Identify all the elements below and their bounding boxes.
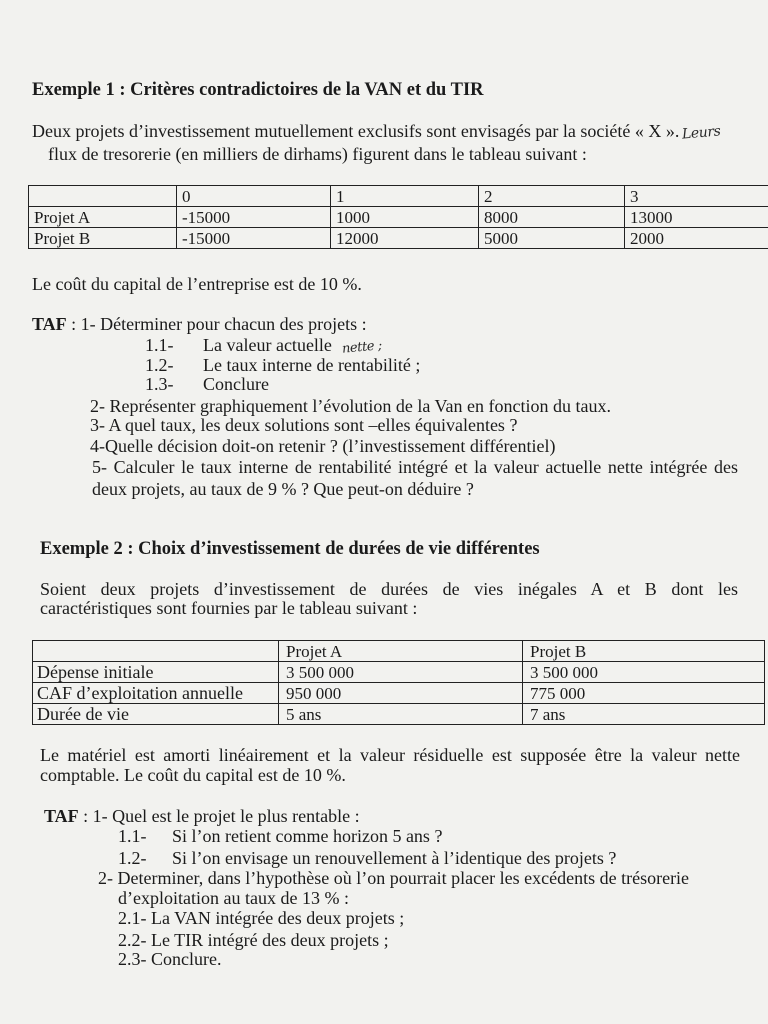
taf-label: TAF bbox=[44, 806, 79, 826]
example2-intro-line: Soient deux projets d’investissement de durées de vies inégales A et B dont les bbox=[40, 579, 738, 599]
taf-subitem bbox=[118, 848, 616, 868]
example1-taf bbox=[32, 314, 367, 334]
taf-lead: : 1- Déterminer pour chacun des projets : bbox=[71, 314, 367, 334]
table-cell: 7 ans bbox=[523, 704, 765, 725]
table-cell: 2000 bbox=[625, 228, 768, 249]
table-cell: 3 500 000 bbox=[523, 662, 765, 683]
table-cell: -15000 bbox=[177, 228, 331, 249]
table-header-cell: 3 bbox=[625, 186, 768, 207]
subitem-text: Si l’on envisage un renouvellement à l’identique des projets ? bbox=[172, 848, 617, 868]
table-cell: 12000 bbox=[331, 228, 479, 249]
taf-item-continuation: deux projets, au taux de 9 % ? Que peut-on déduire ? bbox=[92, 479, 474, 499]
table-header-cell: Projet B bbox=[523, 641, 765, 662]
table-cell: -15000 bbox=[177, 207, 331, 228]
table-row bbox=[29, 207, 768, 228]
table-row bbox=[33, 683, 765, 704]
table-row-label: CAF d’exploitation annuelle bbox=[33, 683, 279, 704]
taf-item-continuation: d’exploitation au taux de 13 % : bbox=[118, 888, 349, 908]
table-row bbox=[33, 704, 765, 725]
table-corner-cell bbox=[29, 186, 177, 207]
taf-subitem: 2.3- Conclure. bbox=[118, 949, 222, 969]
example1-intro-text: Deux projets d’investissement mutuellement exclusifs sont envisagés par la société « X ». bbox=[32, 121, 680, 141]
subitem-number: 1.1- bbox=[118, 826, 147, 846]
example1-title: Exemple 1 : Critères contradictoires de la VAN et du TIR bbox=[32, 80, 484, 100]
subitem-number: 1.3- bbox=[145, 374, 174, 394]
example2-note-line: comptable. Le coût du capital est de 10 %. bbox=[40, 765, 346, 785]
table-cell: 950 000 bbox=[279, 683, 523, 704]
taf-item: 5- Calculer le taux interne de rentabilité intégré et la valeur actuelle nette intégrée des bbox=[92, 457, 738, 477]
subitem-text: Conclure bbox=[203, 374, 269, 394]
taf-subitem bbox=[145, 335, 382, 355]
example1-intro-line bbox=[32, 121, 721, 141]
subitem-number: 1.1- bbox=[145, 335, 174, 355]
projects-table bbox=[32, 640, 765, 725]
example2-title: Exemple 2 : Choix d’investissement de durées de vie différentes bbox=[40, 539, 540, 559]
subitem-text: La valeur actuelle bbox=[203, 335, 332, 355]
taf-item: 2- Determiner, dans l’hypothèse où l’on pourrait placer les excédents de trésorerie bbox=[98, 868, 690, 888]
capital-cost-text: Le coût du capital de l’entreprise est de 10 %. bbox=[32, 274, 362, 294]
table-header-cell: 0 bbox=[177, 186, 331, 207]
taf-item: 3- A quel taux, les deux solutions sont –elles équivalentes ? bbox=[90, 415, 518, 435]
table-row-label: Dépense initiale bbox=[33, 662, 279, 683]
table-row-label: Projet B bbox=[29, 228, 177, 249]
taf-subitem: 2.1- La VAN intégrée des deux projets ; bbox=[118, 908, 405, 928]
taf-subitem bbox=[145, 374, 269, 394]
table-header-row bbox=[29, 186, 768, 207]
taf-item: 4-Quelle décision doit-on retenir ? (l’investissement différentiel) bbox=[90, 436, 556, 456]
taf-label: TAF bbox=[32, 314, 67, 334]
taf-item: 2- Représenter graphiquement l’évolution de la Van en fonction du taux. bbox=[90, 396, 612, 416]
table-row-label: Durée de vie bbox=[33, 704, 279, 725]
example2-note-line: Le matériel est amorti linéairement et la valeur résiduelle est supposée être la valeur nette bbox=[40, 745, 740, 765]
table-cell: 13000 bbox=[625, 207, 768, 228]
table-header-cell: 2 bbox=[479, 186, 625, 207]
table-cell: 775 000 bbox=[523, 683, 765, 704]
table-cell: 1000 bbox=[331, 207, 479, 228]
table-cell: 8000 bbox=[479, 207, 625, 228]
handwritten-annotation: Leurs bbox=[681, 123, 722, 143]
subitem-text: Si l’on retient comme horizon 5 ans ? bbox=[172, 826, 443, 846]
table-cell: 5 ans bbox=[279, 704, 523, 725]
subitem-number: 1.2- bbox=[118, 848, 147, 868]
table-corner-cell bbox=[33, 641, 279, 662]
table-cell: 5000 bbox=[479, 228, 625, 249]
example2-taf bbox=[44, 806, 360, 826]
table-row-label: Projet A bbox=[29, 207, 177, 228]
table-row bbox=[29, 228, 768, 249]
taf-subitem: 2.2- Le TIR intégré des deux projets ; bbox=[118, 930, 389, 950]
subitem-number: 1.2- bbox=[145, 355, 174, 375]
table-header-cell: Projet A bbox=[279, 641, 523, 662]
taf-subitem bbox=[118, 826, 442, 846]
cash-flow-table bbox=[28, 185, 768, 249]
table-cell: 3 500 000 bbox=[279, 662, 523, 683]
example1-intro-line: flux de tresorerie (en milliers de dirhams) figurent dans le tableau suivant : bbox=[48, 144, 587, 164]
example2-intro-line: caractéristiques sont fournies par le tableau suivant : bbox=[40, 598, 418, 618]
handwritten-annotation: nette ; bbox=[341, 338, 383, 357]
table-header-cell: 1 bbox=[331, 186, 479, 207]
taf-subitem bbox=[145, 355, 420, 375]
taf-lead: : 1- Quel est le projet le plus rentable : bbox=[83, 806, 360, 826]
table-header-row bbox=[33, 641, 765, 662]
table-row bbox=[33, 662, 765, 683]
subitem-text: Le taux interne de rentabilité ; bbox=[203, 355, 421, 375]
